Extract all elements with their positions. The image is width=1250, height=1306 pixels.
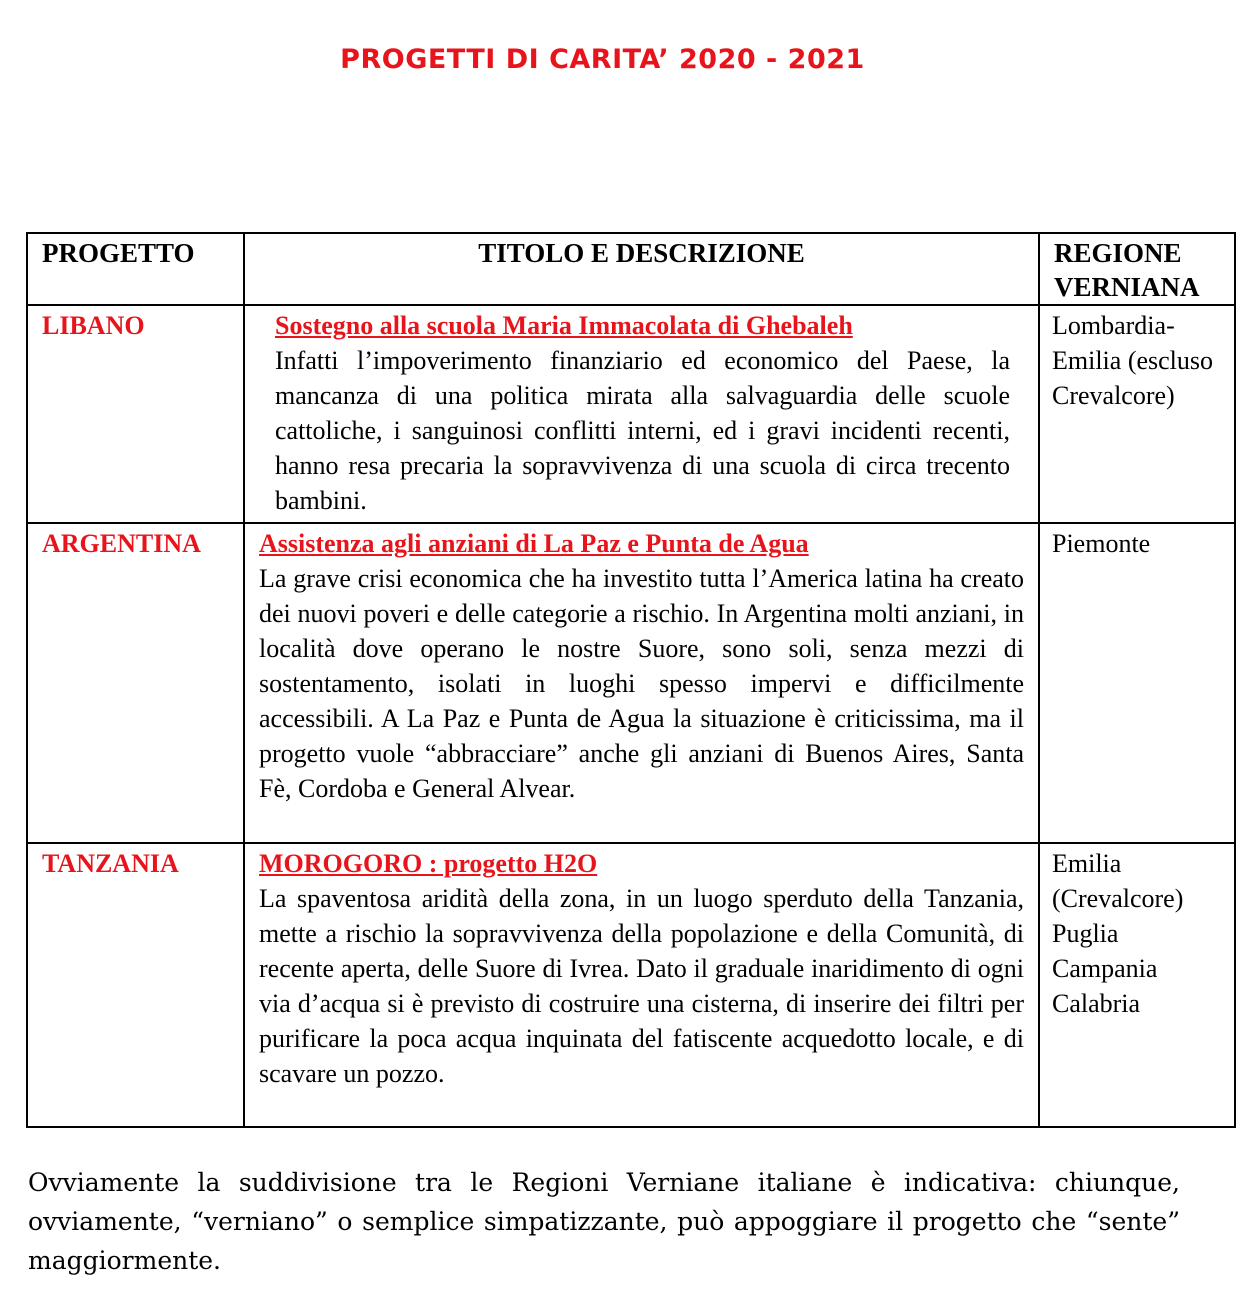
region-line: Calabria [1052,989,1141,1018]
country-cell: ARGENTINA [27,523,244,843]
description-cell [244,305,1039,523]
project-title: MOROGORO : progetto H2O [259,849,598,878]
description-cell [244,523,1039,843]
region-cell [1039,843,1235,1127]
region-cell: Piemonte [1039,523,1235,843]
region-line: Campania [1052,954,1158,983]
header-project: PROGETTO [27,233,244,305]
document-title: PROGETTI DI CARITA’ 2020 - 2021 [340,44,865,75]
country-cell: TANZANIA [27,843,244,1127]
project-title: Sostegno alla scuola Maria Immacolata di Ghebaleh [275,311,853,340]
region-line: Emilia [1052,849,1122,878]
project-description: Infatti l’impoverimento finanziario ed economico del Paese, la mancanza di una politica mirata alla salvaguardia delle scuole cattoliche, i sanguinosi conflitti interni, ed i gravi incidenti recenti, hanno resa precaria la sopravvivenza di una scuola di circa trecento bambini. [275,346,1010,515]
header-region: REGIONE VERNIANA [1039,233,1235,305]
region-cell: Lombardia-Emilia (escluso Crevalcore) [1039,305,1235,523]
table-header-row [27,233,1235,305]
table-row-libano [27,305,1235,523]
country-cell: LIBANO [27,305,244,523]
table-row-argentina [27,523,1235,843]
project-description: La spaventosa aridità della zona, in un luogo sperduto della Tanzania, mette a rischio la sopravvivenza della popolazione e della Comunità, di recente aperta, delle Suore di Ivrea. Dato il graduale inaridimento di ogni via d’acqua si è previsto di costruire una cisterna, di inserire dei filtri per purificare la poca acqua inquinata del fatiscente acquedotto locale, e di scavare un pozzo. [259,884,1024,1088]
project-title: Assistenza agli anziani di La Paz e Punta de Agua [259,529,809,558]
footnote: Ovviamente la suddivisione tra le Regioni Verniane italiane è indicativa: chiunque, ovviamente, “verniano” o semplice simpatizzante, può appoggiare il progetto che “sente” maggiormente. [28,1168,1180,1275]
projects-table [26,232,1236,1128]
header-description: TITOLO E DESCRIZIONE [244,233,1039,305]
table-row-tanzania [27,843,1235,1127]
region-line: (Crevalcore) [1052,884,1184,913]
description-cell [244,843,1039,1127]
region-line: Puglia [1052,919,1119,948]
project-description: La grave crisi economica che ha investito tutta l’America latina ha creato dei nuovi poveri e delle categorie a rischio. In Argentina molti anziani, in località dove operano le nostre Suore, sono soli, senza mezzi di sostentamento, isolati in luoghi spesso impervi e difficilmente accessibili. A La Paz e Punta de Agua la situazione è criticissima, ma il progetto vuole “abbracciare” anche gli anziani di Buenos Aires, Santa Fè, Cordoba e General Alvear. [259,564,1024,803]
